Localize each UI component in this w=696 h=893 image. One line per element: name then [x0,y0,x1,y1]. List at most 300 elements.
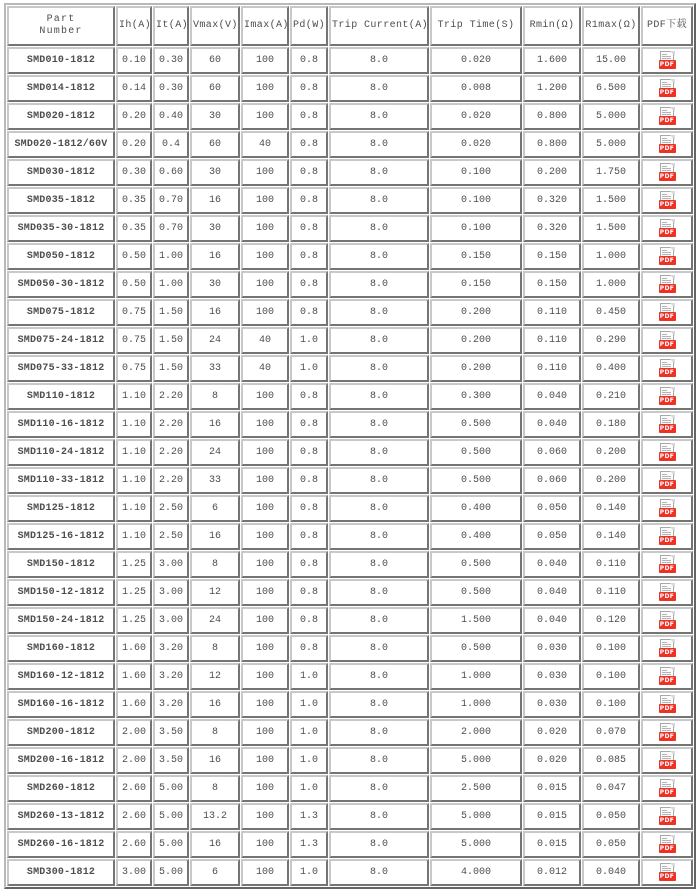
cell-r1max: 0.110 [582,579,640,606]
pdf-icon[interactable] [659,79,676,98]
cell-trip-time: 0.100 [430,187,522,214]
cell-part-number: SMD260-13-1812 [7,803,115,830]
cell-pdf-download[interactable] [641,467,693,494]
cell-r1max: 0.140 [582,495,640,522]
table-body [7,47,693,886]
cell-part-number: SMD075-24-1812 [7,327,115,354]
cell-imax: 100 [241,215,289,242]
cell-ih: 1.25 [116,607,152,634]
cell-pd: 1.0 [290,775,328,802]
cell-trip-time: 0.400 [430,523,522,550]
column-header-ih: Ih(A) [116,6,152,46]
cell-ih: 1.25 [116,551,152,578]
cell-part-number: SMD160-16-1812 [7,691,115,718]
pdf-icon[interactable] [659,527,676,546]
cell-it: 3.50 [153,719,189,746]
cell-vmax: 6 [190,495,240,522]
cell-ih: 1.10 [116,411,152,438]
cell-vmax: 30 [190,215,240,242]
cell-vmax: 16 [190,299,240,326]
cell-ih: 1.10 [116,523,152,550]
cell-it: 3.20 [153,663,189,690]
cell-pd: 0.8 [290,187,328,214]
cell-pdf-download[interactable] [641,719,693,746]
cell-trip-current: 8.0 [329,243,429,270]
cell-ih: 1.10 [116,439,152,466]
cell-imax: 100 [241,75,289,102]
cell-ih: 1.10 [116,495,152,522]
cell-pdf-download[interactable] [641,355,693,382]
cell-part-number: SMD020-1812/60V [7,131,115,158]
pdf-icon[interactable] [659,275,676,294]
cell-it: 3.00 [153,607,189,634]
cell-imax: 100 [241,719,289,746]
cell-pdf-download[interactable] [641,579,693,606]
cell-pdf-download[interactable] [641,131,693,158]
pdf-icon[interactable] [659,555,676,574]
cell-trip-current: 8.0 [329,215,429,242]
cell-trip-time: 0.400 [430,495,522,522]
cell-rmin: 1.600 [523,47,581,74]
cell-rmin: 0.800 [523,131,581,158]
cell-r1max: 0.100 [582,691,640,718]
table-row [7,47,693,74]
column-header-vmax: Vmax(V) [190,6,240,46]
cell-pdf-download[interactable] [641,411,693,438]
table-row [7,523,693,550]
cell-it: 2.50 [153,523,189,550]
cell-rmin: 0.040 [523,607,581,634]
cell-pdf-download[interactable] [641,859,693,886]
cell-r1max: 0.050 [582,803,640,830]
cell-trip-time: 0.500 [430,467,522,494]
cell-pd: 0.8 [290,607,328,634]
pdf-badge-label: PDF [659,397,675,404]
cell-r1max: 0.040 [582,859,640,886]
cell-r1max: 0.070 [582,719,640,746]
cell-it: 0.30 [153,75,189,102]
cell-vmax: 30 [190,159,240,186]
pdf-icon[interactable] [659,807,676,826]
cell-rmin: 0.150 [523,243,581,270]
cell-pd: 1.0 [290,747,328,774]
cell-rmin: 0.060 [523,467,581,494]
cell-imax: 100 [241,495,289,522]
cell-imax: 100 [241,775,289,802]
table-row [7,243,693,270]
cell-pdf-download[interactable] [641,299,693,326]
cell-trip-current: 8.0 [329,663,429,690]
pdf-icon[interactable] [659,219,676,238]
cell-vmax: 16 [190,691,240,718]
pdf-icon[interactable] [659,611,676,630]
cell-pd: 0.8 [290,47,328,74]
column-header-trip-current: Trip Current(A) [329,6,429,46]
cell-pd: 0.8 [290,299,328,326]
cell-vmax: 16 [190,411,240,438]
cell-pd: 0.8 [290,103,328,130]
pdf-badge-label: PDF [659,229,675,236]
cell-part-number: SMD125-1812 [7,495,115,522]
cell-r1max: 0.140 [582,523,640,550]
cell-pd: 0.8 [290,243,328,270]
cell-pd: 1.3 [290,831,328,858]
cell-trip-current: 8.0 [329,747,429,774]
pdf-badge-label: PDF [659,845,675,852]
cell-trip-current: 8.0 [329,523,429,550]
cell-trip-time: 0.500 [430,579,522,606]
cell-pdf-download[interactable] [641,439,693,466]
cell-imax: 100 [241,271,289,298]
cell-it: 0.4 [153,131,189,158]
cell-part-number: SMD160-1812 [7,635,115,662]
cell-trip-current: 8.0 [329,607,429,634]
cell-it: 3.20 [153,691,189,718]
cell-it: 0.60 [153,159,189,186]
pdf-icon[interactable] [659,583,676,602]
cell-part-number: SMD200-1812 [7,719,115,746]
table-row [7,467,693,494]
pdf-icon[interactable] [659,247,676,266]
cell-ih: 0.10 [116,47,152,74]
cell-pd: 1.0 [290,691,328,718]
cell-r1max: 15.00 [582,47,640,74]
pdf-icon[interactable] [659,695,676,714]
cell-ih: 2.00 [116,747,152,774]
cell-pd: 1.0 [290,719,328,746]
cell-trip-time: 5.000 [430,747,522,774]
cell-trip-time: 0.200 [430,299,522,326]
cell-it: 2.20 [153,383,189,410]
cell-vmax: 8 [190,551,240,578]
cell-part-number: SMD110-16-1812 [7,411,115,438]
cell-vmax: 6 [190,859,240,886]
cell-rmin: 0.040 [523,383,581,410]
cell-it: 0.70 [153,215,189,242]
cell-rmin: 0.015 [523,831,581,858]
table-row [7,719,693,746]
cell-pd: 0.8 [290,411,328,438]
cell-r1max: 0.085 [582,747,640,774]
cell-trip-current: 8.0 [329,47,429,74]
cell-imax: 100 [241,243,289,270]
cell-it: 2.20 [153,411,189,438]
cell-vmax: 33 [190,355,240,382]
cell-it: 5.00 [153,803,189,830]
pdf-icon[interactable] [659,331,676,350]
cell-imax: 100 [241,159,289,186]
pdf-badge-label: PDF [659,145,675,152]
table-row [7,327,693,354]
pdf-icon[interactable] [659,471,676,490]
cell-imax: 40 [241,327,289,354]
cell-trip-time: 0.500 [430,635,522,662]
cell-imax: 100 [241,103,289,130]
cell-trip-current: 8.0 [329,75,429,102]
cell-part-number: SMD150-1812 [7,551,115,578]
cell-it: 1.00 [153,271,189,298]
cell-rmin: 0.150 [523,271,581,298]
cell-rmin: 0.320 [523,187,581,214]
pdf-icon[interactable] [659,667,676,686]
table-row [7,831,693,858]
cell-vmax: 13.2 [190,803,240,830]
cell-pdf-download[interactable] [641,187,693,214]
cell-pdf-download[interactable] [641,803,693,830]
pdf-badge-label: PDF [659,425,675,432]
cell-pd: 0.8 [290,215,328,242]
cell-pdf-download[interactable] [641,103,693,130]
cell-r1max: 6.500 [582,75,640,102]
cell-vmax: 60 [190,131,240,158]
table-row [7,775,693,802]
cell-trip-current: 8.0 [329,327,429,354]
cell-pd: 1.0 [290,663,328,690]
pdf-badge-label: PDF [659,257,675,264]
cell-ih: 0.75 [116,299,152,326]
cell-trip-time: 1.000 [430,663,522,690]
pdf-badge-label: PDF [659,761,675,768]
cell-trip-current: 8.0 [329,271,429,298]
cell-pdf-download[interactable] [641,75,693,102]
cell-part-number: SMD260-1812 [7,775,115,802]
cell-pdf-download[interactable] [641,747,693,774]
pdf-badge-label: PDF [659,173,675,180]
cell-imax: 100 [241,663,289,690]
cell-pdf-download[interactable] [641,271,693,298]
cell-vmax: 16 [190,187,240,214]
cell-trip-current: 8.0 [329,831,429,858]
cell-pdf-download[interactable] [641,775,693,802]
cell-trip-time: 2.000 [430,719,522,746]
pdf-icon[interactable] [659,135,676,154]
pdf-badge-label: PDF [659,677,675,684]
cell-pd: 0.8 [290,467,328,494]
cell-part-number: SMD150-12-1812 [7,579,115,606]
cell-trip-time: 0.500 [430,439,522,466]
cell-r1max: 0.050 [582,831,640,858]
pdf-badge-label: PDF [659,201,675,208]
pdf-icon[interactable] [659,639,676,658]
cell-vmax: 8 [190,635,240,662]
table-row [7,439,693,466]
cell-r1max: 5.000 [582,131,640,158]
cell-trip-current: 8.0 [329,775,429,802]
pdf-badge-label: PDF [659,817,675,824]
pdf-icon[interactable] [659,107,676,126]
cell-part-number: SMD035-1812 [7,187,115,214]
cell-rmin: 0.060 [523,439,581,466]
table-row [7,495,693,522]
pdf-badge-label: PDF [659,369,675,376]
cell-pd: 0.8 [290,439,328,466]
cell-ih: 0.35 [116,187,152,214]
cell-rmin: 0.015 [523,775,581,802]
cell-vmax: 12 [190,663,240,690]
cell-ih: 0.75 [116,327,152,354]
cell-pdf-download[interactable] [641,47,693,74]
cell-trip-time: 0.150 [430,243,522,270]
cell-r1max: 0.180 [582,411,640,438]
cell-pdf-download[interactable] [641,663,693,690]
cell-rmin: 1.200 [523,75,581,102]
header-part-line1: Part [46,14,76,25]
pdf-badge-label: PDF [659,537,675,544]
cell-pdf-download[interactable] [641,215,693,242]
cell-it: 0.40 [153,103,189,130]
cell-trip-current: 8.0 [329,495,429,522]
cell-vmax: 60 [190,47,240,74]
cell-imax: 100 [241,47,289,74]
cell-pdf-download[interactable] [641,635,693,662]
cell-rmin: 0.110 [523,299,581,326]
cell-part-number: SMD110-33-1812 [7,467,115,494]
cell-it: 1.50 [153,355,189,382]
cell-trip-current: 8.0 [329,691,429,718]
cell-part-number: SMD260-16-1812 [7,831,115,858]
cell-imax: 100 [241,551,289,578]
cell-rmin: 0.320 [523,215,581,242]
pdf-icon[interactable] [659,387,676,406]
cell-vmax: 16 [190,747,240,774]
cell-imax: 100 [241,439,289,466]
cell-rmin: 0.050 [523,495,581,522]
cell-r1max: 1.500 [582,215,640,242]
cell-part-number: SMD150-24-1812 [7,607,115,634]
cell-pdf-download[interactable] [641,551,693,578]
cell-pdf-download[interactable] [641,243,693,270]
pdf-icon[interactable] [659,303,676,322]
column-header-rmin: Rmin(Ω) [523,6,581,46]
cell-pd: 0.8 [290,635,328,662]
cell-it: 3.20 [153,635,189,662]
cell-it: 5.00 [153,859,189,886]
cell-trip-current: 8.0 [329,579,429,606]
cell-vmax: 16 [190,243,240,270]
pdf-icon[interactable] [659,499,676,518]
cell-ih: 0.14 [116,75,152,102]
cell-trip-time: 0.500 [430,411,522,438]
pdf-icon[interactable] [659,835,676,854]
cell-it: 1.50 [153,327,189,354]
cell-imax: 100 [241,607,289,634]
cell-trip-current: 8.0 [329,131,429,158]
cell-part-number: SMD075-33-1812 [7,355,115,382]
cell-rmin: 0.110 [523,327,581,354]
cell-imax: 100 [241,579,289,606]
cell-r1max: 1.500 [582,187,640,214]
pdf-icon[interactable] [659,779,676,798]
pdf-icon[interactable] [659,191,676,210]
cell-trip-current: 8.0 [329,159,429,186]
cell-part-number: SMD014-1812 [7,75,115,102]
cell-trip-current: 8.0 [329,103,429,130]
cell-imax: 100 [241,747,289,774]
ptc-resettable-fuse-spec-table [4,3,696,889]
table-row [7,383,693,410]
cell-it: 3.00 [153,579,189,606]
pdf-icon[interactable] [659,359,676,378]
cell-ih: 1.10 [116,383,152,410]
pdf-badge-label: PDF [659,61,675,68]
table-row [7,271,693,298]
cell-pdf-download[interactable] [641,523,693,550]
cell-it: 0.70 [153,187,189,214]
cell-rmin: 0.110 [523,355,581,382]
table-row [7,131,693,158]
cell-ih: 1.10 [116,467,152,494]
cell-imax: 100 [241,383,289,410]
cell-pdf-download[interactable] [641,831,693,858]
cell-part-number: SMD075-1812 [7,299,115,326]
table-row [7,103,693,130]
cell-trip-time: 1.000 [430,691,522,718]
pdf-icon[interactable] [659,163,676,182]
cell-trip-time: 0.100 [430,159,522,186]
cell-vmax: 30 [190,103,240,130]
cell-trip-time: 1.500 [430,607,522,634]
pdf-icon[interactable] [659,863,676,882]
cell-it: 3.00 [153,551,189,578]
cell-r1max: 1.000 [582,243,640,270]
cell-imax: 100 [241,803,289,830]
cell-r1max: 0.210 [582,383,640,410]
cell-imax: 100 [241,467,289,494]
cell-pd: 0.8 [290,131,328,158]
table-row [7,299,693,326]
cell-rmin: 0.015 [523,803,581,830]
cell-pdf-download[interactable] [641,327,693,354]
cell-rmin: 0.030 [523,635,581,662]
cell-pdf-download[interactable] [641,159,693,186]
column-header-it: It(A) [153,6,189,46]
cell-it: 1.00 [153,243,189,270]
cell-ih: 0.30 [116,159,152,186]
cell-trip-time: 0.020 [430,47,522,74]
table-row [7,215,693,242]
cell-pdf-download[interactable] [641,495,693,522]
pdf-icon[interactable] [659,751,676,770]
cell-imax: 100 [241,411,289,438]
cell-imax: 100 [241,299,289,326]
pdf-icon[interactable] [659,723,676,742]
cell-pd: 0.8 [290,523,328,550]
pdf-badge-label: PDF [659,313,675,320]
cell-rmin: 0.040 [523,411,581,438]
pdf-icon[interactable] [659,51,676,70]
pdf-icon[interactable] [659,415,676,434]
cell-it: 3.50 [153,747,189,774]
pdf-badge-label: PDF [659,705,675,712]
cell-trip-time: 0.020 [430,103,522,130]
cell-ih: 0.50 [116,271,152,298]
cell-part-number: SMD035-30-1812 [7,215,115,242]
cell-pdf-download[interactable] [641,607,693,634]
cell-ih: 2.60 [116,803,152,830]
pdf-icon[interactable] [659,443,676,462]
cell-trip-time: 0.300 [430,383,522,410]
cell-imax: 100 [241,635,289,662]
cell-part-number: SMD110-1812 [7,383,115,410]
cell-it: 5.00 [153,775,189,802]
pdf-badge-label: PDF [659,565,675,572]
cell-vmax: 12 [190,579,240,606]
cell-rmin: 0.800 [523,103,581,130]
cell-pdf-download[interactable] [641,383,693,410]
cell-pd: 1.0 [290,327,328,354]
cell-pdf-download[interactable] [641,691,693,718]
cell-pd: 0.8 [290,495,328,522]
